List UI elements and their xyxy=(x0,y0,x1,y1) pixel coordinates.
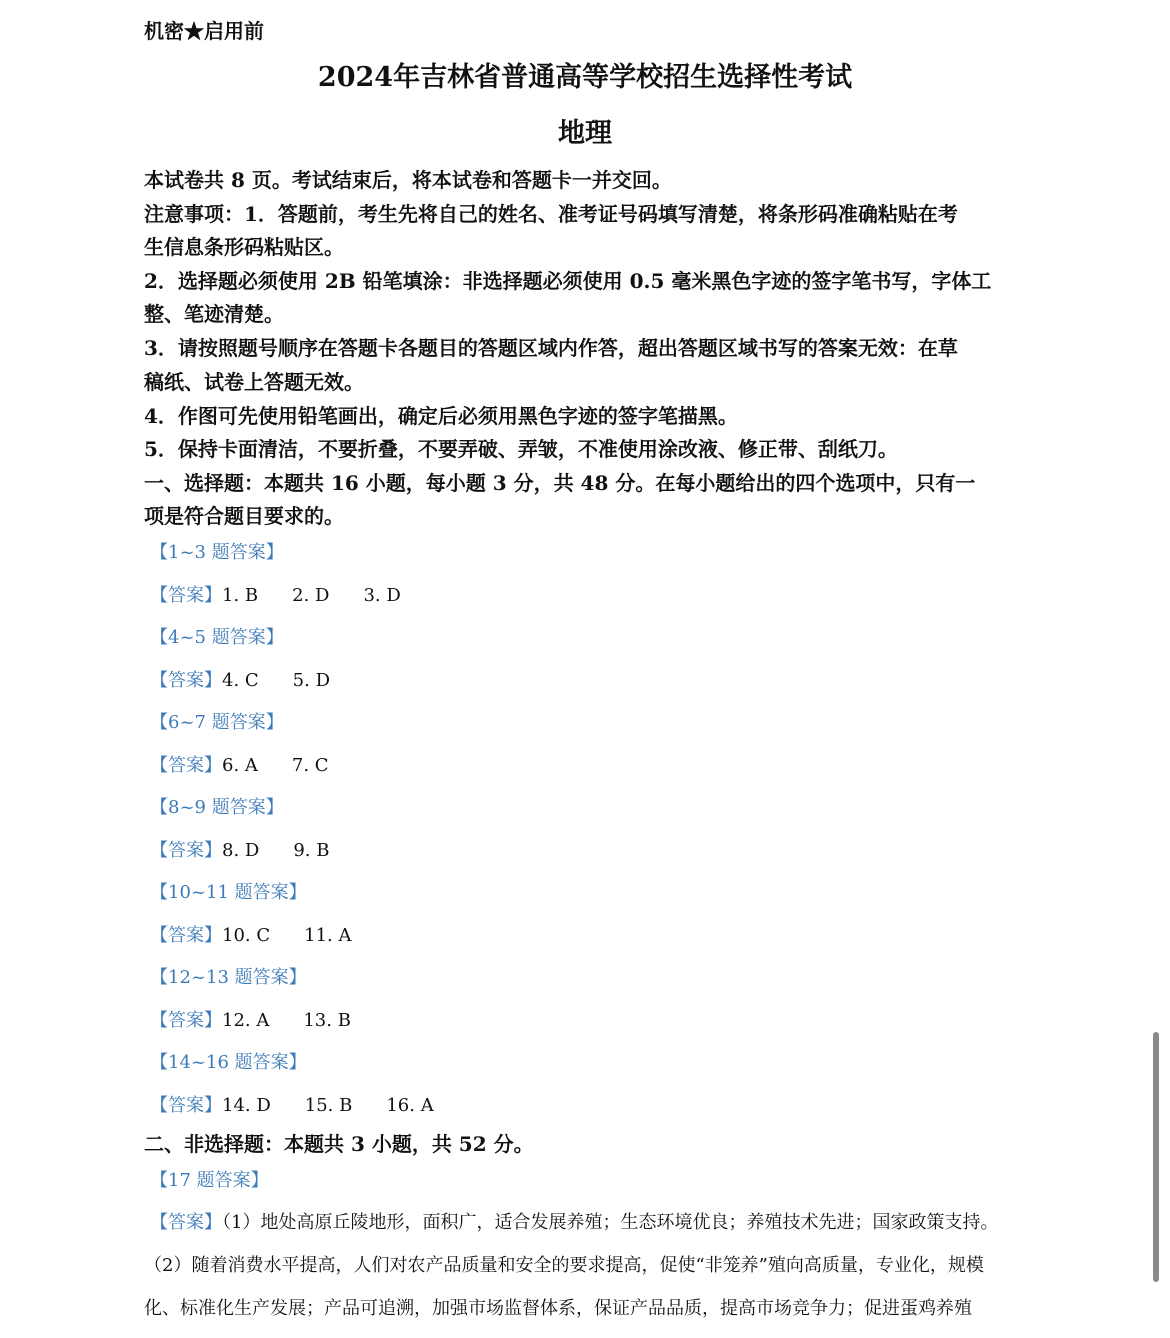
answer-value: 7. C xyxy=(291,755,329,776)
notes-item3-line1: 3．请按照题号顺序在答题卡各题目的答题区域内作答，超出答题区域书写的答案无效：在草 xyxy=(144,336,958,360)
answer-value: 9. B xyxy=(293,840,330,861)
answer-group-label: 【8~9 题答案】 xyxy=(150,797,284,818)
answer-value: 2. D xyxy=(292,585,330,606)
q17-answer-line2: （2）随着消费水平提高，人们对农产品质量和安全的要求提高，促使“非笼养”殖向高质量，专业化，规模 xyxy=(144,1255,984,1276)
answer-value: 15. B xyxy=(304,1095,353,1116)
notes-item5: 5．保持卡面清洁，不要折叠，不要弄破、弄皱，不准使用涂改液、修正带、刮纸刀。 xyxy=(144,437,898,461)
answer-group-label: 【10~11 题答案】 xyxy=(150,882,307,903)
answer-group-label: 【4~5 题答案】 xyxy=(150,627,284,648)
answer-value: 1. B xyxy=(222,585,259,606)
notes-item1-line2: 生信息条形码粘贴区。 xyxy=(144,235,344,259)
answer-row xyxy=(150,669,330,693)
answer-value: 11. A xyxy=(304,925,352,946)
answer-tag: 【答案】 xyxy=(150,1212,222,1233)
section1-heading-line1: 一、选择题：本题共 16 小题，每小题 3 分，共 48 分。在每小题给出的四个选项中，只有一 xyxy=(144,471,976,495)
answer-value: 12. A xyxy=(222,1010,270,1031)
answer-group-label: 【6~7 题答案】 xyxy=(150,712,284,733)
answer-value: 10. C xyxy=(222,925,271,946)
q17-text: （1）地处高原丘陵地形，面积广，适合发展养殖；生态环境优良；养殖技术先进；国家政策支持。 xyxy=(222,1212,999,1233)
exam-title: 2024年吉林省普通高等学校招生选择性考试 xyxy=(317,62,853,93)
notes-item2-line2: 整、笔迹清楚。 xyxy=(144,302,284,326)
notes-intro: 本试卷共 8 页。考试结束后，将本试卷和答题卡一并交回。 xyxy=(144,168,672,192)
section2-heading: 二、非选择题：本题共 3 小题，共 52 分。 xyxy=(144,1132,534,1156)
answer-value: 5. D xyxy=(292,670,330,691)
answer-tag: 【答案】 xyxy=(150,670,222,691)
answer-value: 3. D xyxy=(363,585,401,606)
answer-group-label: 【1~3 题答案】 xyxy=(150,542,284,563)
q17-answer-line1 xyxy=(150,1211,998,1235)
answer-row xyxy=(150,924,351,948)
answer-value: 13. B xyxy=(303,1010,351,1031)
answer-row xyxy=(150,584,401,608)
answer-row xyxy=(150,1094,434,1118)
notes-item2-line1: 2．选择题必须使用 2B 铅笔填涂：非选择题必须使用 0.5 毫米黑色字迹的签字笔书写，字体工 xyxy=(144,269,992,293)
answer-tag: 【答案】 xyxy=(150,585,222,606)
notes-item1-line1: 注意事项：1．答题前，考生先将自己的姓名、准考证号码填写清楚，将条形码准确粘贴在考 xyxy=(144,202,958,226)
answer-tag: 【答案】 xyxy=(150,1095,222,1116)
confidential-label: 机密★启用前 xyxy=(144,19,264,43)
answer-tag: 【答案】 xyxy=(150,925,222,946)
answer-value: 4. C xyxy=(222,670,259,691)
answer-tag: 【答案】 xyxy=(150,755,222,776)
answer-value: 16. A xyxy=(386,1095,434,1116)
q17-label: 【17 题答案】 xyxy=(150,1170,269,1191)
answer-group-label: 【12~13 题答案】 xyxy=(150,967,307,988)
answer-row xyxy=(150,754,329,778)
answer-tag: 【答案】 xyxy=(150,840,222,861)
answer-value: 8. D xyxy=(222,840,260,861)
vertical-scrollbar[interactable] xyxy=(1153,1032,1159,1282)
answer-value: 14. D xyxy=(222,1095,271,1116)
answer-row xyxy=(150,839,329,863)
notes-item3-line2: 稿纸、试卷上答题无效。 xyxy=(144,370,364,394)
answer-group-label: 【14~16 题答案】 xyxy=(150,1052,307,1073)
subject-title: 地理 xyxy=(558,118,612,149)
section1-heading-line2: 项是符合题目要求的。 xyxy=(144,504,344,528)
q17-answer-line3: 化、标准化生产发展；产品可追溯，加强市场监督体系，保证产品品质，提高市场竞争力；促进蛋鸡养殖 xyxy=(144,1298,972,1319)
answer-row xyxy=(150,1009,351,1033)
answer-tag: 【答案】 xyxy=(150,1010,222,1031)
answer-value: 6. A xyxy=(222,755,258,776)
notes-item4: 4．作图可先使用铅笔画出，确定后必须用黑色字迹的签字笔描黑。 xyxy=(144,404,738,428)
